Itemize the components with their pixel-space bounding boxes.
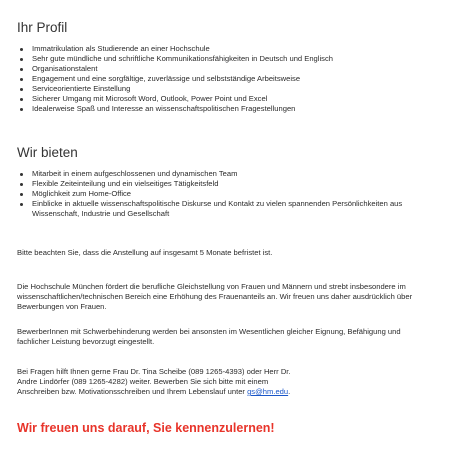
list-item: Mitarbeit in einem aufgeschlossenen und dynamischen Team — [17, 169, 407, 179]
list-item: Möglichkeit zum Home-Office — [17, 189, 407, 199]
list-item: Immatrikulation als Studierende an einer Hochschule — [17, 44, 447, 54]
list-item: Idealerweise Spaß und Interesse an wissenschaftspolitischen Fragestellungen — [17, 104, 447, 114]
contact-line-3: Anschreiben bzw. Motivationsschreiben und Ihrem Lebenslauf unter — [17, 387, 248, 396]
equality-notice: Die Hochschule München fördert die berufliche Gleichstellung von Frauen und Männern und strebt insbesondere im wissenschaftlichen/technischen Bereich eine Erhöhung des Frauenanteils an. Wir freuen uns daher ausdrücklich über Bewerbungen von Frauen. — [17, 282, 413, 311]
contact-paragraph — [17, 367, 449, 397]
email-link[interactable]: gs@hm.edu — [247, 387, 289, 396]
list-item: Sicherer Umgang mit Microsoft Word, Outlook, Power Point und Excel — [17, 94, 447, 104]
contact-line-2: Andre Lindörfer (089 1265-4282) weiter. Bewerben Sie sich bitte mit einem — [17, 377, 269, 386]
offer-heading: Wir bieten — [17, 145, 78, 160]
list-item: Einblicke in aktuelle wissenschaftspolitische Diskurse und Kontakt zu vielen spannenden Persönlichkeiten aus Wissenschaft, Industrie und Gesellschaft — [17, 199, 407, 219]
list-item: Organisationstalent — [17, 64, 447, 74]
offer-list — [17, 169, 407, 219]
contact-line-3-end: . — [288, 387, 291, 396]
contact-line-1: Bei Fragen hilft Ihnen gerne Frau Dr. Tina Scheibe (089 1265-4393) oder Herr Dr. — [17, 367, 291, 376]
profile-heading: Ihr Profil — [17, 20, 68, 35]
closing-statement: Wir freuen uns darauf, Sie kennenzulernen! — [17, 421, 275, 435]
list-item: Sehr gute mündliche und schriftliche Kommunikationsfähigkeiten in Deutsch und Englisch — [17, 54, 447, 64]
disability-notice: BewerberInnen mit Schwerbehinderung werden bei ansonsten im Wesentlichen gleicher Eignung, Befähigung und fachlicher Leistung bevorzugt eingestellt. — [17, 327, 401, 346]
list-item: Serviceorientierte Einstellung — [17, 84, 447, 94]
list-item: Engagement und eine sorgfältige, zuverlässige und selbstständige Arbeitsweise — [17, 74, 447, 84]
list-item: Flexible Zeiteinteilung und ein vielseitiges Tätigkeitsfeld — [17, 179, 407, 189]
fixed-term-notice: Bitte beachten Sie, dass die Anstellung auf insgesamt 5 Monate befristet ist. — [17, 248, 273, 257]
profile-list — [17, 44, 447, 114]
